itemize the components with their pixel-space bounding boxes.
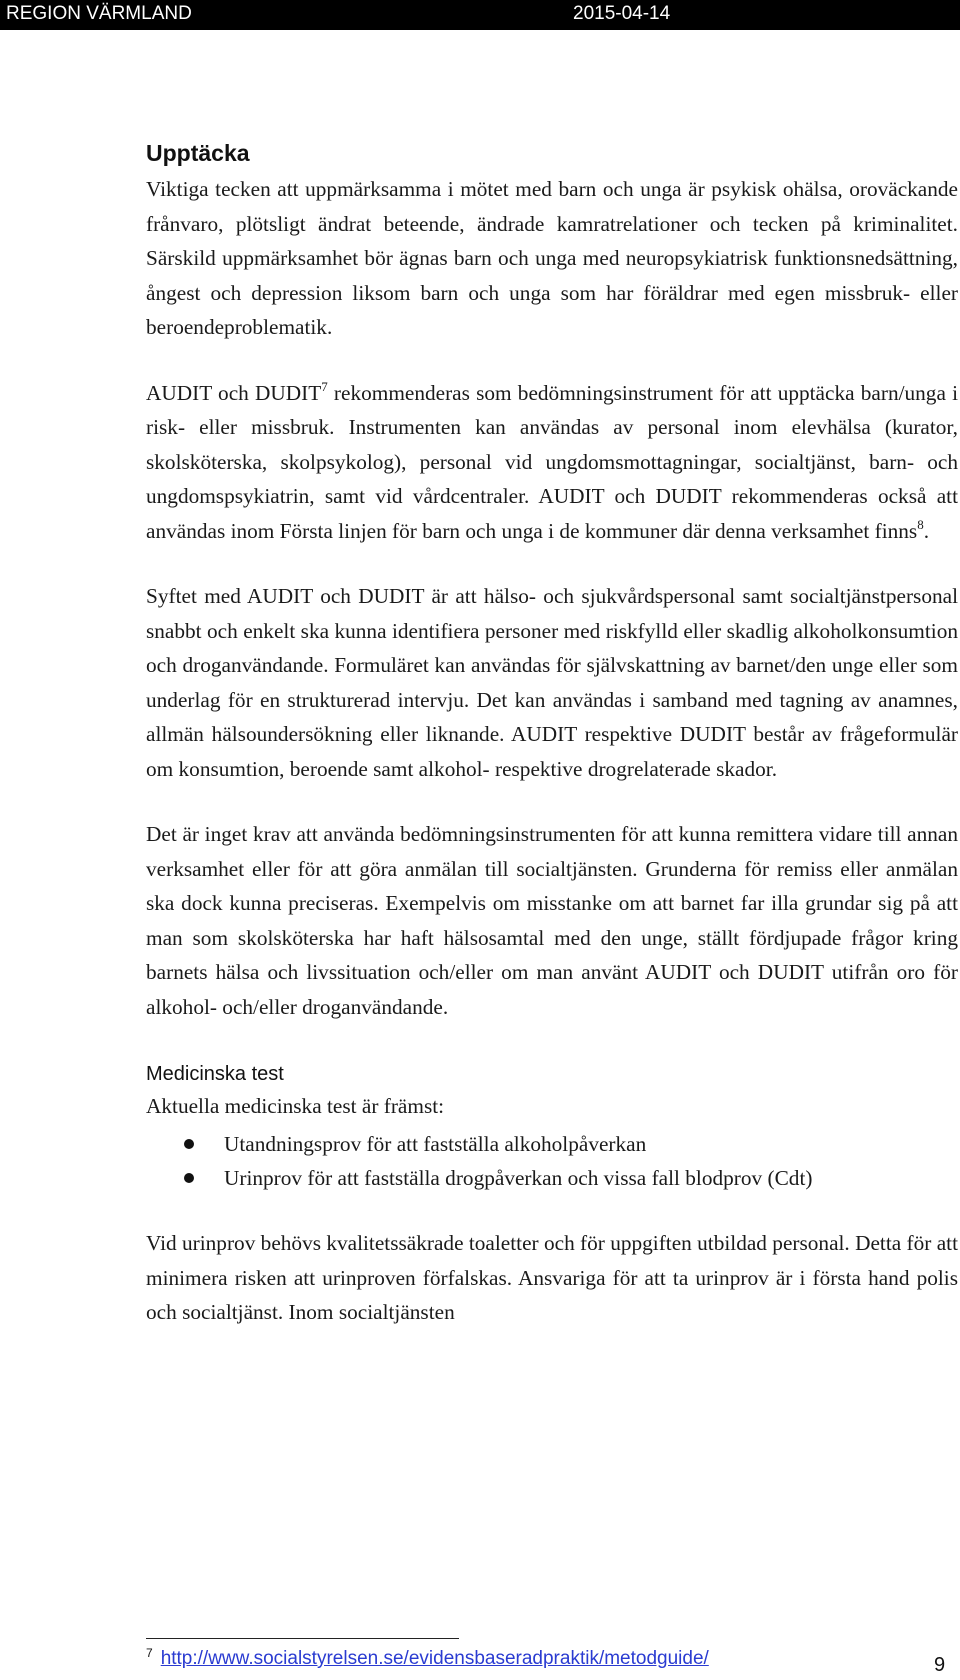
section-heading-upptacka: Upptäcka bbox=[146, 140, 250, 166]
bullet-list-medicinska-test bbox=[146, 1127, 958, 1195]
document-body bbox=[146, 138, 958, 1330]
footnote-ref-7: 7 bbox=[321, 378, 328, 394]
page-header bbox=[0, 0, 960, 30]
paragraph-medicinska-lead: Aktuella medicinska test är främst: bbox=[146, 1094, 445, 1118]
footnote-7 bbox=[146, 1648, 709, 1670]
paragraph-upptacka-4: Det är inget krav att använda bedömningsinstrumenten för att kunna remittera vidare till annan verksamhet eller för att göra anmälan till socialtjänsten. Grunderna för remiss eller anmälan ska dock kunna preciseras. Exempelvis om misstanke om att barnet far illa grundar sig på att man som skolsköterska har haft hälsosamtal med den unge, ställt fördjupade frågor kring barnets hälsa och livssituation och/eller om man använt AUDIT och DUDIT utifrån oro för alkohol- och/eller droganvändande. bbox=[146, 822, 958, 1019]
footnote-link[interactable]: http://www.socialstyrelsen.se/evidensbaseradpraktik/metodguide/ bbox=[160, 1648, 709, 1669]
bullet-icon bbox=[184, 1139, 194, 1149]
header-organization: REGION VÄRMLAND bbox=[6, 3, 192, 24]
bullet-icon bbox=[184, 1173, 194, 1183]
paragraph-upptacka-2: AUDIT och DUDIT$^7$ rekommenderas som bedömningsinstrument för att upptäcka barn/unga i risk- eller missbruk. Instrumenten kan användas av personal inom elevhälsa (kurator, skolsköterska, skolpsykolog), personal vid ungdomsmottagningar, socialtjänst, barn- och ungdomspsykiatrin, samt vid vårdcentraler. AUDIT och DUDIT rekommenderas också att användas inom Första linjen för barn och unga i de kommuner där denna verksamhet finns$^8$. bbox=[146, 378, 959, 543]
paragraph-upptacka-3: Syftet med AUDIT och DUDIT är att hälso- och sjukvårdspersonal samt socialtjänstpersonal snabbt och enkelt ska kunna identifiera personer med riskfylld eller skadlig alkoholkonsumtion och droganvändande. Formuläret kan användas för självskattning av barnet/den unge eller som underlag för en strukturerad intervju. Det kan användas i samband med tagning av anamnes, allmän hälsoundersökning eller liknande. AUDIT respektive DUDIT består av frågeformulär om konsumtion, beroende samt alkohol- respektive drogrelaterade skador. bbox=[146, 584, 958, 781]
footnote-divider bbox=[146, 1638, 459, 1639]
page-number: 9 bbox=[934, 1654, 946, 1676]
section-heading-medicinska-test: Medicinska test bbox=[146, 1063, 284, 1085]
footnote-number: 7 bbox=[146, 1646, 153, 1660]
list-item: Utandningsprov för att fastställa alkoholpåverkan bbox=[146, 1127, 958, 1161]
list-item: Urinprov för att fastställa drogpåverkan och vissa fall blodprov (Cdt) bbox=[146, 1161, 958, 1195]
paragraph-upptacka-1: Viktiga tecken att uppmärksamma i mötet med barn och unga är psykisk ohälsa, oroväckande frånvaro, plötsligt ändrat beteende, ändrade kamratrelationer och tecken på kriminalitet. Särskild uppmärksamhet bör ägnas barn och unga med neuropsykiatrisk funktionsnedsättning, ångest och depression liksom barn och unga som har föräldrar med egen missbruk- eller beroendeproblematik. bbox=[146, 177, 958, 339]
footnote-ref-8: 8 bbox=[917, 516, 924, 532]
paragraph-medicinska-1: Vid urinprov behövs kvalitetssäkrade toaletter och för uppgiften utbildad personal. Detta för att minimera risken att urinproven förfalskas. Ansvariga för att ta urinprov är i första hand polis och socialtjänst. Inom socialtjänsten bbox=[146, 1231, 958, 1324]
header-date: 2015-04-14 bbox=[573, 3, 671, 24]
